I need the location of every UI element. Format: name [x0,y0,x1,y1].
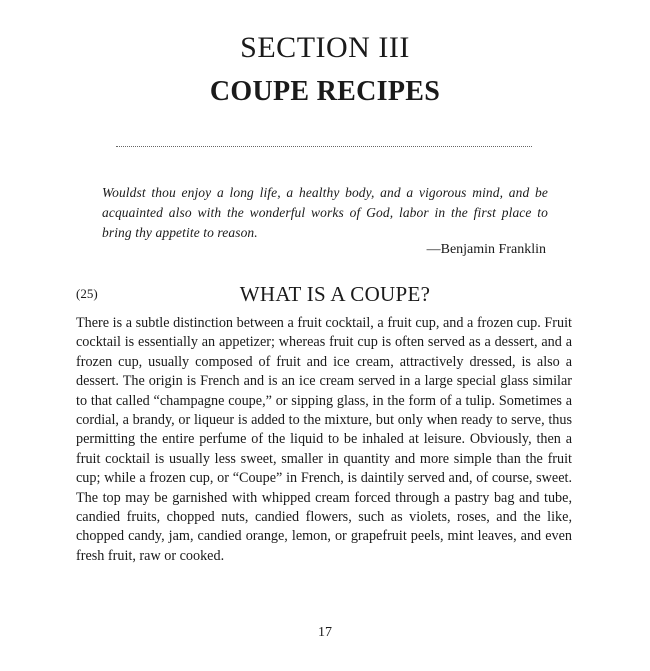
section-label: SECTION III [240,31,410,64]
page-number: 17 [318,625,332,640]
article-body: There is a subtle distinction between a fruit cocktail, a fruit cup, and a frozen cup. Fruit cocktail is essentially an appetizer; whereas fruit cup is often served as a dessert, and a frozen cup, usually composed of fruit and ice cream, attractively dressed, is also a dessert. The origin is French and is an ice cream served in a large special glass similar to that called “champagne coupe,” or sipping glass, in the form of a tulip. Sometimes a cordial, a brandy, or liqueur is added to the mixture, but only when ready to serve, thus permitting the entire perfume of the liquid to be inhaled at leisure. Obviously, then a fruit cocktail is usually less sweet, smaller in quantity and more simple than the fruit cup; while a frozen cup, or “Coupe” in French, is daintily served and, of course, sweet. The top may be garnished with whipped cream forced through a pastry bag and tube, candied fruits, chopped nuts, candied flowers, such as violets, roses, and the like, chopped candy, jam, candied orange, lemon, or grapefruit peels, mint leaves, and even fresh fruit, raw or cooked. [76,315,572,564]
article-heading: WHAT IS A COUPE? [239,282,431,306]
epigraph-attribution: —Benjamin Franklin [426,242,546,257]
section-title: COUPE RECIPES [209,76,441,107]
epigraph-quote: Wouldst thou enjoy a long life, a healthy body, and a vigorous mind, and be acquainted also with the wonderful works of God, labor in the first place to bring thy appetite to reason. [102,185,548,240]
dotted-divider [116,146,532,147]
recipe-reference-number: (25) [76,286,98,301]
